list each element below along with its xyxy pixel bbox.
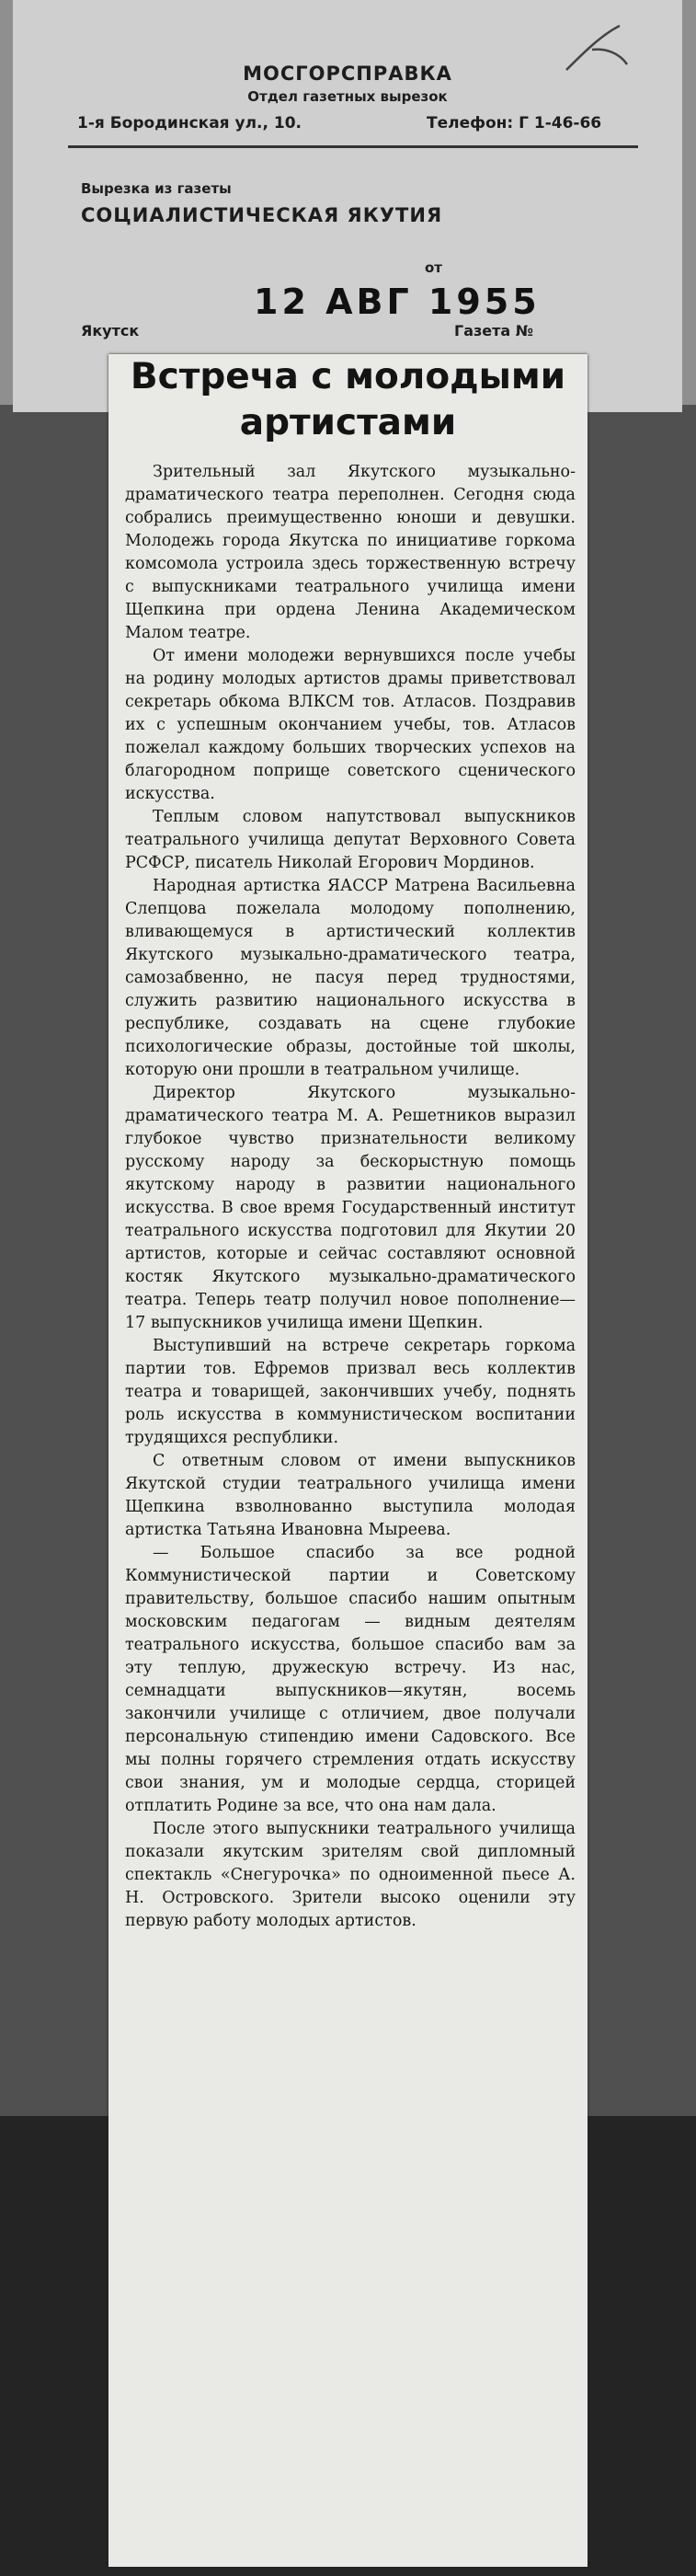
article-paragraph: Зрительный зал Якутского музыкально-драматического театра переполнен. Сегодня сюда собрались преимущественно юноши и девушки. Молодежь города Якутска по инициативе горкома комсомола устроила здесь торжественную встречу с выпускниками театрального училища имени Щепкина при ордена Ленина Академическом Малом театре. [125,463,576,642]
newspaper-clipping [108,354,588,2567]
article-title: Встреча с молодыми артистами [130,356,566,443]
agency-address: 1-я Бородинская ул., 10. [77,114,302,132]
newspaper-name: СОЦИАЛИСТИЧЕСКАЯ ЯКУТИЯ [81,204,443,226]
article-paragraph: С ответным словом от имени выпускников Якутской студии театрального училища имени Щепкина взволнованно выступила молодая артистка Татьяна Ивановна Мыреева. [125,1452,576,1539]
department-name: Отдел газетных вырезок [247,88,448,105]
agency-phone: Телефон: Г 1-46-66 [427,114,602,132]
article-body [125,461,576,1933]
agency-name: МОСГОРСПРАВКА [243,63,452,85]
article-paragraph: Теплым словом напутствовал выпускников театрального училища депутат Верховного Совета РСФСР, писатель Николай Егорович Мординов. [125,808,576,872]
article-paragraph: От имени молодежи вернувшихся после учебы на родину молодых артистов драмы приветствовал секретарь обкома ВЛКСМ тов. Атласов. Поздравив их с успешным окончанием учебы, тов. Атласов пожелал каждому больших творческих успехов на благородном поприще советского сценического искусства. [125,647,576,803]
article-paragraph: Народная артистка ЯАССР Матрена Васильевна Слепцова пожелала молодому пополнению, вливающемуся в артистический коллектив Якутского музыкально-драматического театра, самозабвенно, не пасуя перед трудностями, служить развитию национального искусства в республике, создавать на сцене глубокие психологические образы, достойные той школы, которую они прошли в театральном училище. [125,877,576,1079]
clipping-label: Вырезка из газеты [81,180,232,197]
article-paragraph: — Большое спасибо за все родной Коммунистической партии и Советскому правительству, большое спасибо нашим опытным московским педагогам — видным деятелям театрального искусства, большое спасибо вам за эту теплую, дружескую встречу. Из нас, семнадцати выпускников—якутян, восемь закончили училище с отличием, двое получали персональную стипендию имени Садовского. Все мы полны горячего стремления отдать искусству свои знания, ум и молодые сердца, сторицей отплатить Родине за все, что она нам дала. [125,1544,576,1815]
date-stamp: 12 АВГ 1955 [254,282,541,322]
issue-label: Газета № [454,322,534,339]
article-paragraph: Выступивший на встрече секретарь горкома партии тов. Ефремов призвал весь коллектив театра и товарищей, закончивших учебу, поднять роль искусства в коммунистическом воспитании трудящихся республики. [125,1337,576,1447]
article-paragraph: После этого выпускники театрального училища показали якутским зрителям свой дипломный спектакль «Снегурочка» по одноименной пьесе А. Н. Островского. Зрители высоко оценили эту первую работу молодых артистов. [125,1820,576,1930]
from-label: от [425,259,442,276]
header-divider [68,145,638,148]
clipping-service-slip [13,0,682,412]
article-paragraph: Директор Якутского музыкально-драматического театра М. А. Решетников выразил глубокое чувство признательности великому русскому народу за бескорыстную помощь якутскому народу в развитии национального искусства. В свое время Государственный институт театрального искусства подготовил для Якутии 20 артистов, которые и сейчас составляют основной костяк Якутского музыкально-драматического театра. Теперь театр получил новое пополнение—17 выпускников училища имени Щепкин. [125,1084,576,1332]
city-label: Якутск [81,322,140,339]
